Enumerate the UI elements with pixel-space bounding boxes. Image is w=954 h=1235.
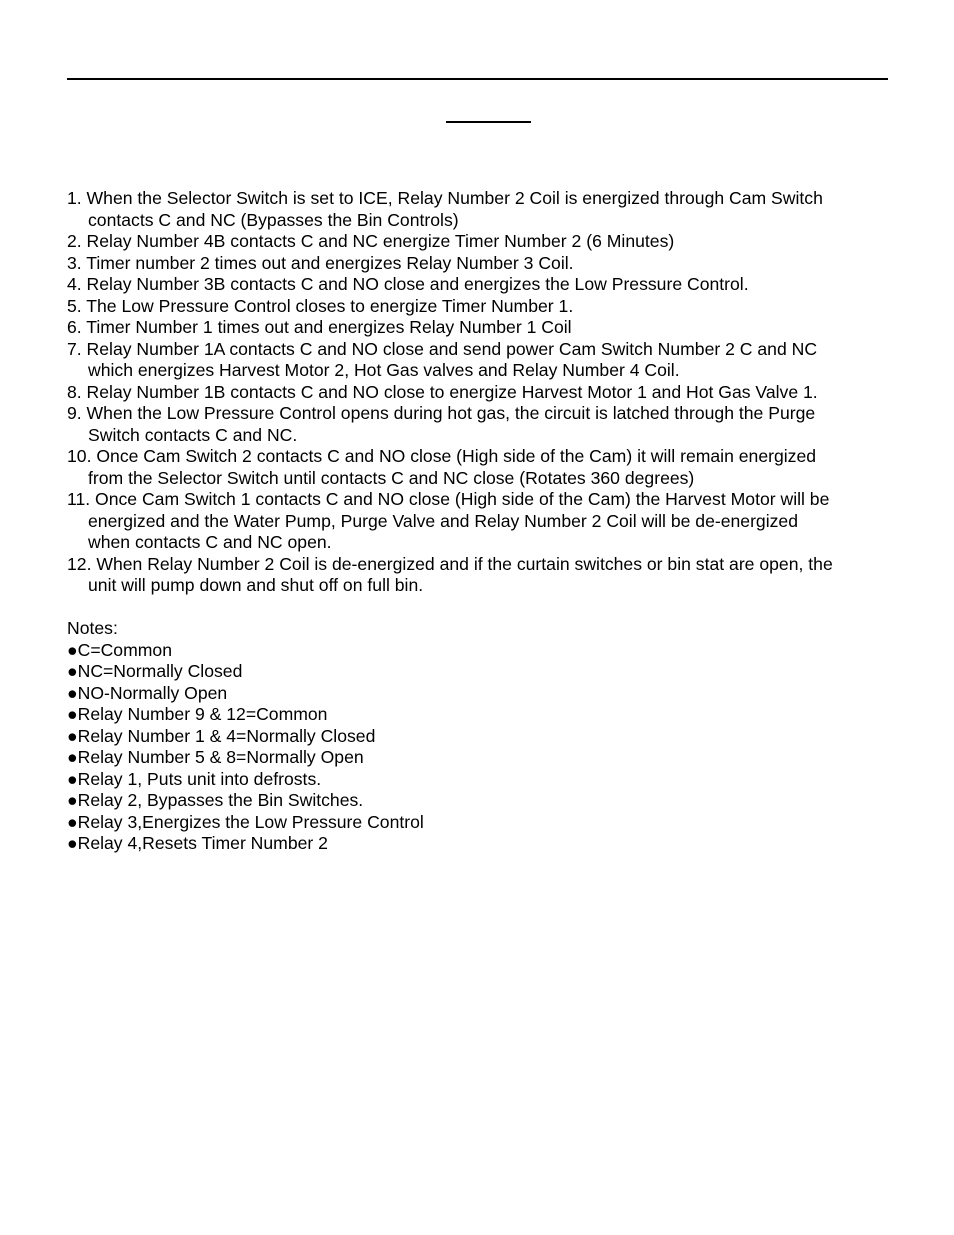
note-item: ●Relay 2, Bypasses the Bin Switches. (67, 790, 364, 810)
step-item (67, 489, 892, 554)
step-item (67, 317, 892, 339)
step-line: energized and the Water Pump, Purge Valve and Relay Number 2 Coil will be de-energized (88, 510, 798, 531)
step-item (67, 339, 892, 382)
sequence-of-operation-list (67, 188, 892, 597)
note-item: ●C=Common (67, 639, 172, 660)
step-line: Switch contacts C and NC. (88, 424, 298, 445)
step-line: unit will pump down and shut off on full bin. (88, 575, 424, 595)
step-line: 3. Timer number 2 times out and energizes Relay Number 3 Coil. (67, 252, 574, 273)
note-item: ●NC=Normally Closed (67, 661, 243, 681)
note-item: ●Relay Number 1 & 4=Normally Closed (67, 725, 376, 746)
step-line: which energizes Harvest Motor 2, Hot Gas valves and Relay Number 4 Coil. (88, 360, 680, 380)
step-line: 1. When the Selector Switch is set to ICE, Relay Number 2 Coil is energized through Cam Switch (67, 188, 823, 208)
step-item (67, 296, 892, 318)
step-line: from the Selector Switch until contacts C and NC close (Rotates 360 degrees) (88, 467, 695, 488)
notes-section (67, 618, 892, 855)
step-line: 8. Relay Number 1B contacts C and NO close to energize Harvest Motor 1 and Hot Gas Valve 1. (67, 381, 818, 402)
note-item: ●NO-Normally Open (67, 682, 228, 703)
step-line: contacts C and NC (Bypasses the Bin Controls) (88, 209, 459, 230)
header-rule (67, 78, 888, 80)
step-line: 7. Relay Number 1A contacts C and NO close and send power Cam Switch Number 2 C and NC (67, 338, 818, 359)
step-item (67, 253, 892, 275)
step-line: 10. Once Cam Switch 2 contacts C and NO close (High side of the Cam) it will remain energized (67, 446, 817, 466)
note-item: ●Relay 1, Puts unit into defrosts. (67, 768, 322, 789)
step-line: 5. The Low Pressure Control closes to energize Timer Number 1. (67, 295, 574, 316)
note-item: ●Relay Number 9 & 12=Common (67, 704, 328, 724)
step-item (67, 554, 892, 597)
note-item: ●Relay 4,Resets Timer Number 2 (67, 833, 328, 853)
step-item (67, 382, 892, 404)
note-item: ●Relay 3,Energizes the Low Pressure Control (67, 811, 424, 832)
notes-heading: Notes: (67, 618, 118, 638)
step-line: 6. Timer Number 1 times out and energizes Relay Number 1 Coil (67, 317, 572, 337)
step-item (67, 231, 892, 253)
notes-list (67, 640, 892, 855)
note-item: ●Relay Number 5 & 8=Normally Open (67, 747, 364, 767)
title-underline (446, 121, 531, 123)
step-item (67, 188, 892, 231)
step-line: 11. Once Cam Switch 1 contacts C and NO close (High side of the Cam) the Harvest Motor will be (67, 489, 830, 509)
step-line: 2. Relay Number 4B contacts C and NC energize Timer Number 2 (6 Minutes) (67, 231, 675, 251)
step-item (67, 403, 892, 446)
step-line: 12. When Relay Number 2 Coil is de-energized and if the curtain switches or bin stat are open, the (67, 553, 833, 574)
step-line: 4. Relay Number 3B contacts C and NO close and energizes the Low Pressure Control. (67, 274, 749, 294)
step-line: 9. When the Low Pressure Control opens during hot gas, the circuit is latched through the Purge (67, 403, 816, 423)
step-line: when contacts C and NC open. (88, 532, 332, 552)
step-item (67, 446, 892, 489)
step-item (67, 274, 892, 296)
